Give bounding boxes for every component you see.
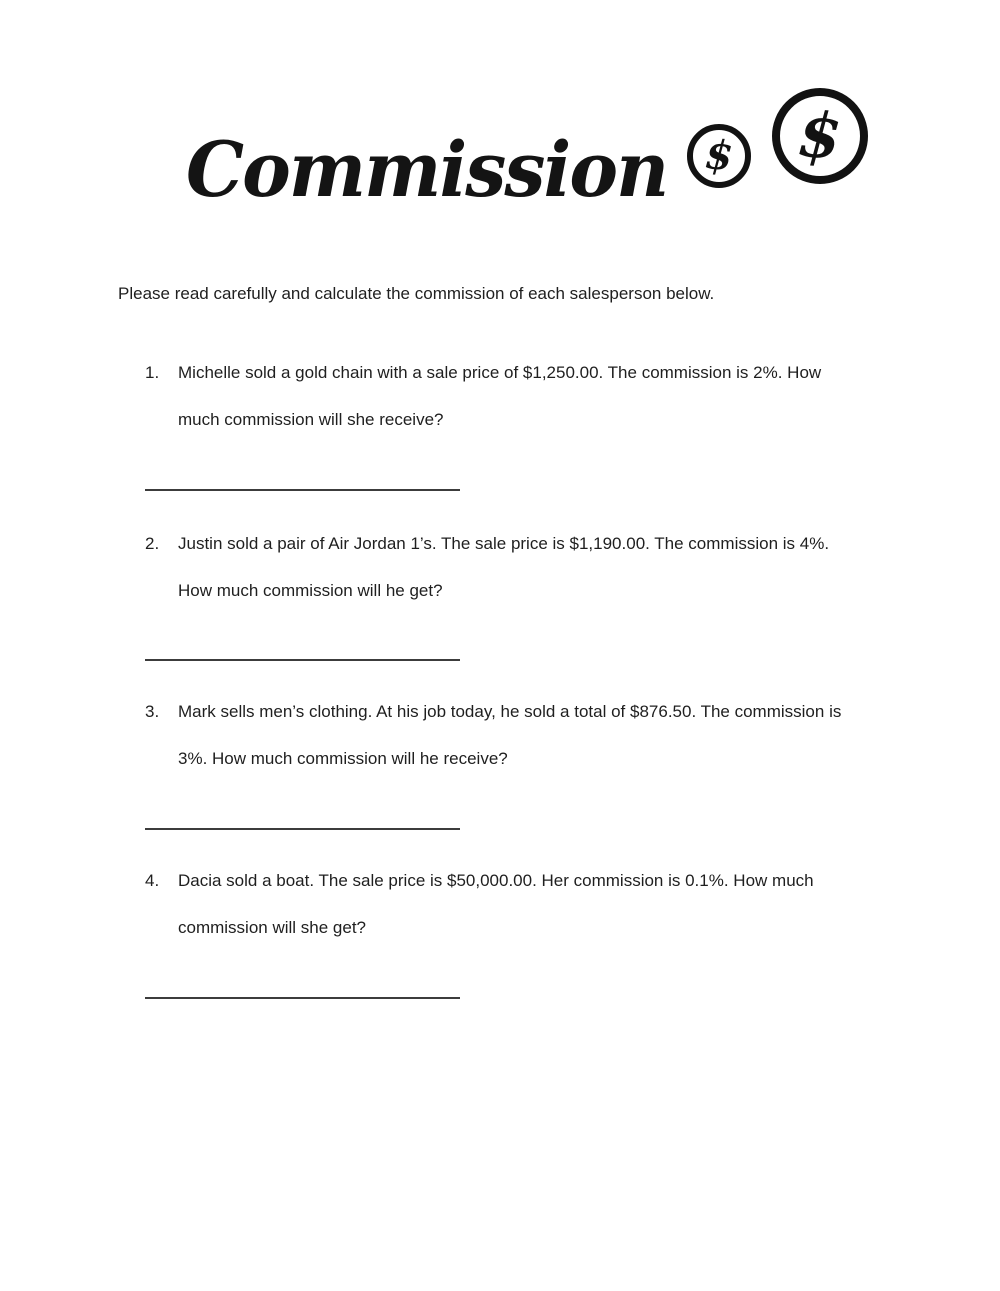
dollar-sign-icon: $ xyxy=(703,131,735,180)
question-3 xyxy=(145,688,925,782)
question-2-number: 2. xyxy=(145,534,160,553)
question-1 xyxy=(145,349,925,443)
question-3-line-2: 3%. How much commission will he receive? xyxy=(178,749,508,768)
dollar-sign-icon: $ xyxy=(795,97,845,174)
instructions-text: Please read carefully and calculate the commission of each salesperson below. xyxy=(118,284,715,303)
page-title: Commission xyxy=(186,125,668,214)
question-4-line-2: commission will she get? xyxy=(178,918,367,937)
dollar-coin-icon-large xyxy=(772,88,868,184)
answer-blank-line-2 xyxy=(145,659,460,661)
question-2 xyxy=(145,520,925,614)
question-2-text xyxy=(178,520,925,614)
question-4-number: 4. xyxy=(145,871,160,890)
question-1-text xyxy=(178,349,925,443)
question-4-text xyxy=(178,857,925,951)
question-4-line-1: Dacia sold a boat. The sale price is $50,000.00. Her commission is 0.1%. How much xyxy=(178,871,814,890)
question-2-line-1: Justin sold a pair of Air Jordan 1’s. The sale price is $1,190.00. The commission is 4%. xyxy=(178,534,830,553)
dollar-coin-icon-small xyxy=(687,124,751,188)
question-3-text xyxy=(178,688,925,782)
question-1-number: 1. xyxy=(145,363,160,382)
question-4 xyxy=(145,857,925,951)
question-3-number: 3. xyxy=(145,702,160,721)
question-1-line-1: Michelle sold a gold chain with a sale price of $1,250.00. The commission is 2%. How xyxy=(178,363,822,382)
question-2-line-2: How much commission will he get? xyxy=(178,581,443,600)
answer-blank-line-1 xyxy=(145,489,460,491)
question-1-line-2: much commission will she receive? xyxy=(178,410,444,429)
answer-blank-line-3 xyxy=(145,828,460,830)
question-3-line-1: Mark sells men’s clothing. At his job today, he sold a total of $876.50. The commission is xyxy=(178,702,842,721)
answer-blank-line-4 xyxy=(145,997,460,999)
